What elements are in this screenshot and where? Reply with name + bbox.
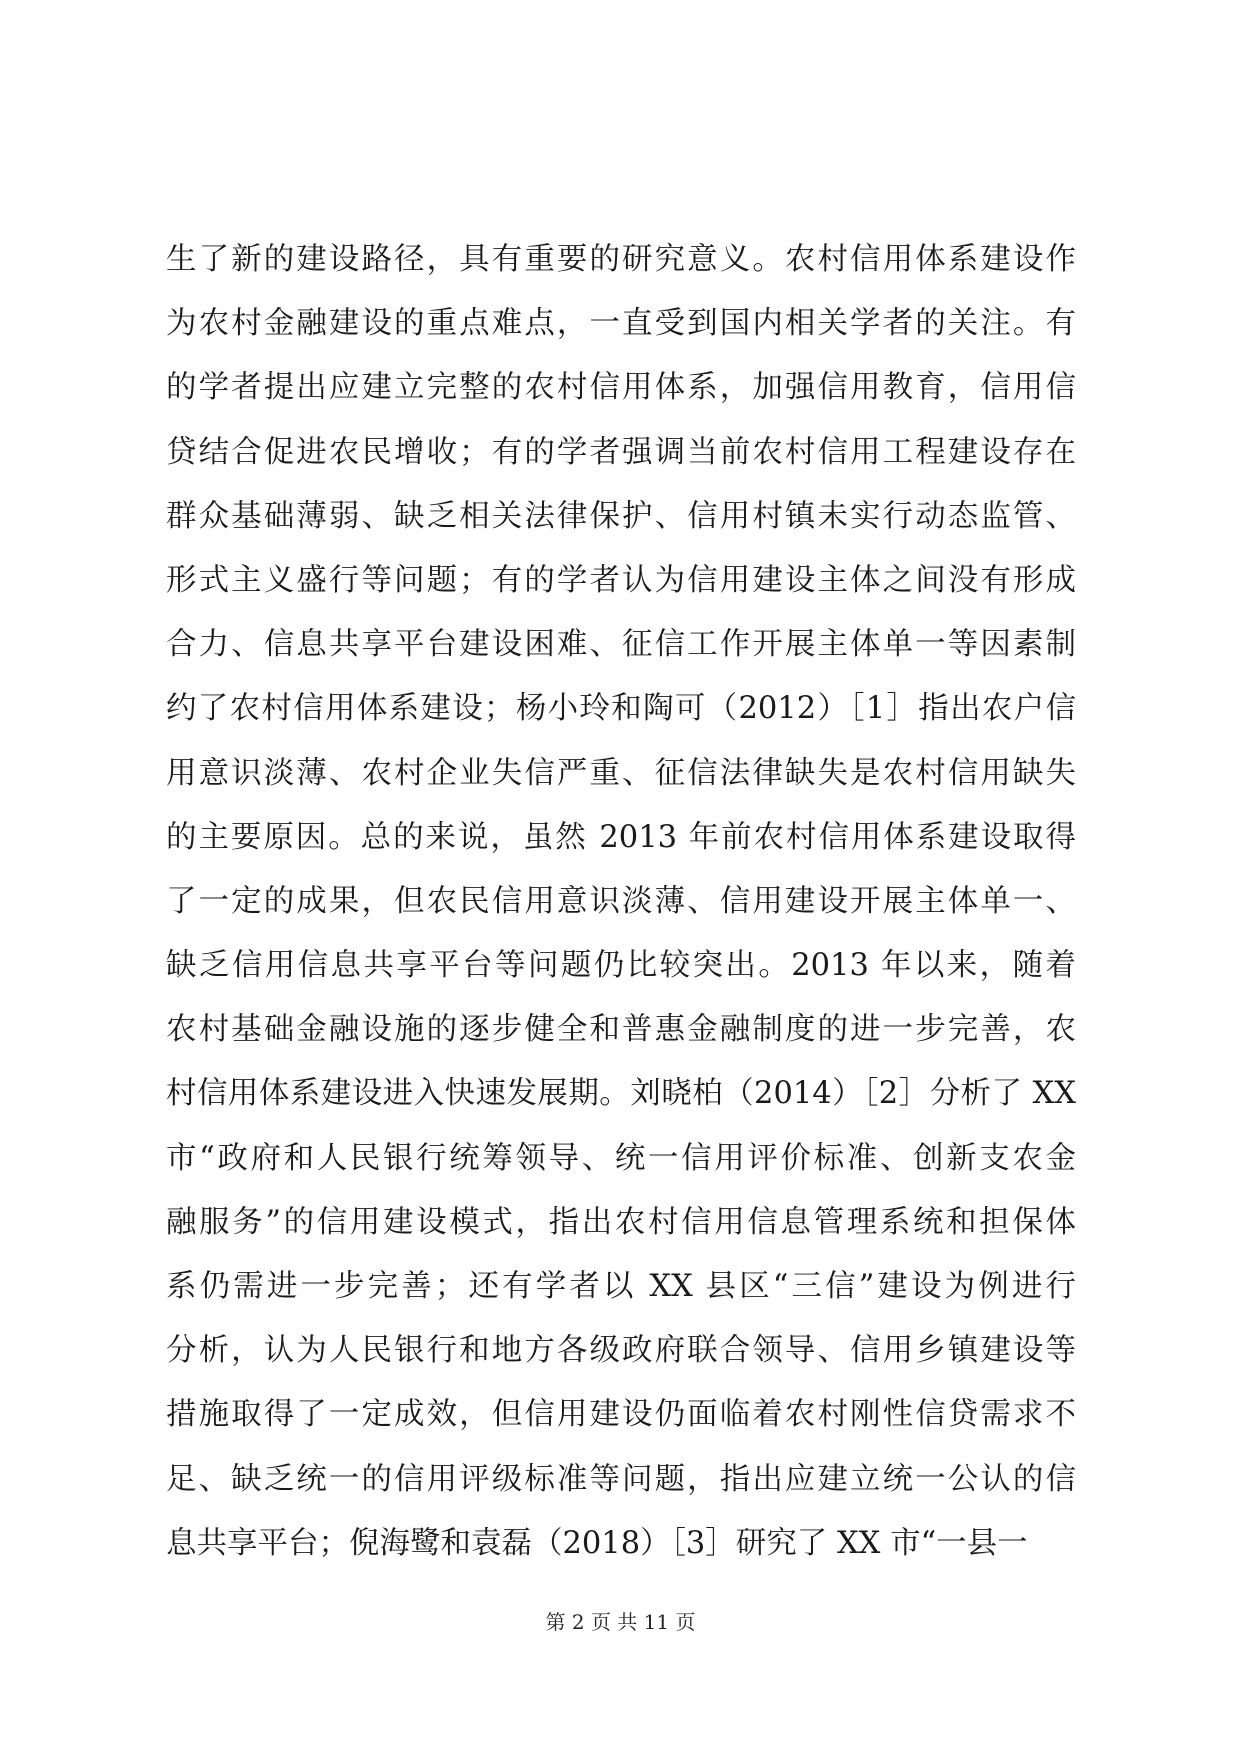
text-line: 分析，认为人民银行和地方各级政府联合领导、信用乡镇建设等 xyxy=(166,1333,1076,1369)
text-line: 约了农村信用体系建设；杨小玲和陶可（2012）［1］指出农户信 xyxy=(166,691,1076,727)
text-line: 生了新的建设路径，具有重要的研究意义。农村信用体系建设作 xyxy=(166,242,1076,277)
text-line: 形式主义盛行等问题；有的学者认为信用建设主体之间没有形成 xyxy=(166,562,1076,598)
text-line: 的主要原因。总的来说，虽然 2013 年前农村信用体系建设取得 xyxy=(166,819,1076,855)
text-line: 合力、信息共享平台建设困难、征信工作开展主体单一等因素制 xyxy=(166,627,1076,663)
text-line: 村信用体系建设进入快速发展期。刘晓柏（2014）［2］分析了 XX xyxy=(166,1076,1076,1112)
text-line: 融服务”的信用建设模式，指出农村信用信息管理系统和担保体 xyxy=(166,1204,1076,1240)
text-line: 农村基础金融设施的逐步健全和普惠金融制度的进一步完善，农 xyxy=(166,1012,1076,1048)
text-line: 为农村金融建设的重点难点，一直受到国内相关学者的关注。有 xyxy=(166,306,1076,342)
text-line: 用意识淡薄、农村企业失信严重、征信法律缺失是农村信用缺失 xyxy=(166,755,1076,791)
text-line: 系仍需进一步完善；还有学者以 XX 县区“三信”建设为例进行 xyxy=(166,1269,1076,1304)
text-line: 贷结合促进农民增收；有的学者强调当前农村信用工程建设存在 xyxy=(166,434,1076,470)
text-line: 的学者提出应建立完整的农村信用体系，加强信用教育，信用信 xyxy=(166,370,1076,406)
text-line: 市“政府和人民银行统筹领导、统一信用评价标准、创新支农金 xyxy=(166,1140,1076,1176)
text-line: 了一定的成果，但农民信用意识淡薄、信用建设开展主体单一、 xyxy=(166,883,1076,919)
body-text xyxy=(166,228,1076,1576)
page-footer xyxy=(0,1608,1241,1636)
text-line: 足、缺乏统一的信用评级标准等问题，指出应建立统一公认的信 xyxy=(166,1461,1076,1497)
text-line: 措施取得了一定成效，但信用建设仍面临着农村刚性信贷需求不 xyxy=(166,1397,1076,1433)
text-line: 息共享平台；倪海鹭和袁磊（2018）［3］研究了 XX 市“一县一 xyxy=(166,1525,1028,1561)
text-line: 群众基础薄弱、缺乏相关法律保护、信用村镇未实行动态监管、 xyxy=(166,498,1076,534)
text-line: 缺乏信用信息共享平台等问题仍比较突出。2013 年以来，随着 xyxy=(166,948,1076,984)
page-number-label: 第 2 页 共 11 页 xyxy=(545,1610,696,1634)
